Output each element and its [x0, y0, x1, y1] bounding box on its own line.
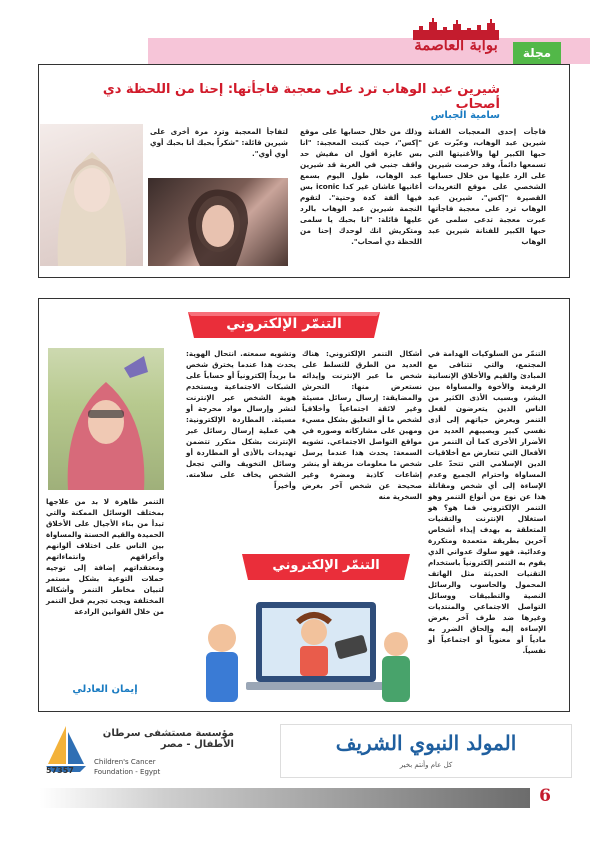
- cyberbullying-banner-secondary: [240, 548, 412, 584]
- mawlid-title: المولد النبوي الشريف: [335, 731, 517, 755]
- article-column-left: لتفاجأ المعجبة وترد مرة أخرى على شيرين قائلة: "شكراً بحبك أنا بحبك أوي أوي أوي".: [150, 127, 288, 158]
- author-photo: [48, 348, 164, 490]
- portrait-image-icon: [40, 124, 143, 266]
- cyberbullying-illustration: [186, 582, 426, 710]
- laptop-kids-illustration-icon: [186, 582, 426, 710]
- site-logo[interactable]: [405, 16, 507, 64]
- article-column-left: التنمر ظاهرة لا بد من علاجها بمختلف الوسائل الممكنة والتي تبدأ من بناء الأجيال على الأخلاق الحميدة والقيم الحسنة والمساواة بين الناس على اختلاف ألوانهم وأعراقهم وانتماءاتهم ومعتقداتهم إضافة إلى توجيه حملات التوعية بشكل مستمر لتبيان مخاطر التنمر وأشكاله المختلفة ويجب تجريم فعل التنمر من خلال القوانين الرادعة: [46, 497, 164, 616]
- article-column-middle-second: وتشويه سمعته. انتحال الهوية: يحدث هذا عندما يخترق شخص ما بريداً إلكترونياً أو حساباً على الشبكات الاجتماعية ويستخدم هوية الشخص عبر الإنترنت لنشر وإرسال مواد محرجة أو مسيئة. المطاردة الإلكترونية: هي عملية إرسال رسائل عبر الإنترنت بشكل متكرر تتضمن تهديدات بالأذى أو المطاردة أو وسائل التخويف والتي تجعل الشخص يخاف على سلامته. وأخيراً: [186, 349, 296, 490]
- section-tab: مجلة: [513, 42, 561, 64]
- footer-gradient-bar: [40, 788, 530, 808]
- cyberbullying-banner: [184, 308, 384, 342]
- article-author: سامية الجباس: [430, 110, 500, 121]
- portrait-image-icon: [48, 348, 164, 490]
- sherine-photo: [148, 178, 288, 266]
- page-number: 6: [539, 786, 551, 806]
- article-column-right: فاجأت إحدى المعجبات الفنانة شيرين عبد الوهاب، وعبّرت عن حبها الكبير لها والأغنيتها التي تسمعها دائماً، وقد حرصت شيرين على الرد عليها من خلال حسابها الشخصي على موقع التغريدات القصيرة "إكس". شيرين عبد الوهاب ترد على معجبة فاجأتها عبرت معجبة تدعى سلمى عن حبها الكبير للفنانة شيرين عبد الوهاب: [428, 127, 546, 246]
- hospital-name-english-line2: Foundation - Egypt: [94, 768, 161, 776]
- article-column-middle: أشكال التنمر الإلكتروني: هناك العديد من الطرق للتسلط على شخص ما عبر الإنترنت وإيذائه نستعرض منها: التحرش والمضايقة: إرسال رسائل مسيئة وغير لائقة اجتماعياً وأخلاقياً لشخص ما أو التعليق بشكل مسيء ومهين على مشاركاته وصوره في مواقع التواصل الاجتماعي. تشويه السمعة: يحدث هذا عندما يرسل شخص ما معلومات مزيفة أو ينشر إشاعات كاذبة ومضرة وغير صحيحة عن شخص آخر بغرض السخرية منه: [302, 349, 422, 501]
- banner-label: التنمّر الإلكتروني: [272, 558, 380, 573]
- mawlid-ad[interactable]: [280, 724, 572, 778]
- hospital-name-arabic: مؤسسة مستشفى سرطان الأطفال - مصر: [102, 728, 234, 750]
- fan-photo: [40, 124, 143, 266]
- hospital-code: 57357: [46, 766, 74, 775]
- logo-text: بوابة العاصمة: [414, 36, 498, 54]
- hospital-name-english-line1: Children's Cancer: [94, 758, 156, 766]
- article-column-middle: وذلك من خلال حسابها على موقع "إكس"، حيث كتبت المعجبة: "انا بس عايزة أقول ان مفيش حد واقف جنبي في الغربة قد شيرين عبد الوهاب، طول اليوم بسمع أغانيها عاشان غير كدا iconic بس فيها ألفة كدة وحنية". لتقوم النجمة شيرين عبد الوهاب بالرد عليها قائلة: "انا بحبك يا سلمى ومتكريش انك لوحدك إحنا من اللحظة دي أصحاب".: [300, 127, 422, 246]
- article-title: شيرين عبد الوهاب ترد على معجبة فاجأتها: إحنا من اللحظة دي أصحاب: [102, 82, 500, 112]
- mawlid-subtitle: كل عام وأنتم بخير: [399, 761, 453, 769]
- article-author: إيمان العادلي: [72, 684, 138, 695]
- hospital-ad[interactable]: [40, 722, 240, 782]
- banner-label: التنمّر الإلكتروني: [226, 316, 342, 332]
- portrait-image-icon: [148, 178, 288, 266]
- article-column-right: التنمّر من السلوكيات الهدامة في المجتمع، والتي تتنافى مع المبادئ والقيم والأخلاق الإنسانية الرفيعة والأخوة والمساواة بين البشر، وبسبب الأذى الكثير من الناس الذين يتعرضون لفعل التنمر ويعرض حياتهم إلى أذى نفسي كبير ويصيبهم العديد من الأضرار الأخرى كما أن التنمر من الأفعال التي تتعارض مع أخلاقيات الدين الإسلامي التي تتحدّ على المساواة واحترام الجميع وعدم الإساءة إلى أي شخص ومقاتلة هذا عن نوع من أنواع التنمر وهو التنمر الإلكتروني فما هو؟ هو استغلال الإنترنت والتقنيات المتعلقة به بهدف إيذاء أشخاص آخرين بطريقة متعمدة ومتكررة وعدائية. فهو سلوك عدواني الذي يقوم به التنمر إلكترونياً باستخدام التقنيات الحديثة مثل الهاتف المحمول والحاسوب والرسائل النصية والتطبيقات ووسائل التواصل الاجتماعي والمنتديات وغيرها ضد طرف آخر بغرض الإساءة إليه وإلحاق الضرر به مادياً أو معنوياً أو اجتماعياً أو نفسياً.: [428, 349, 546, 655]
